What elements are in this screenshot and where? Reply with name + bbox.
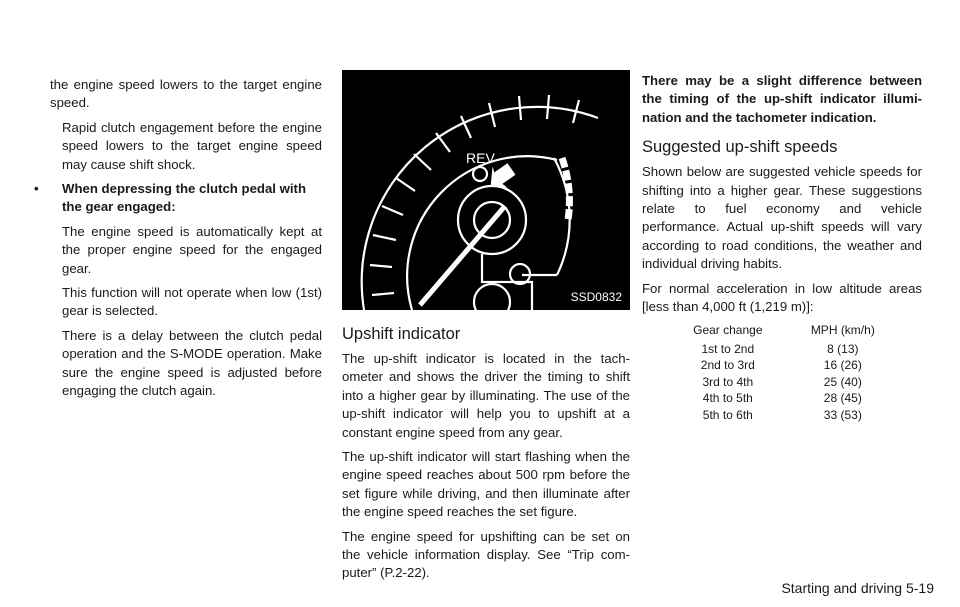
- speed-cell: 25 (40): [823, 374, 862, 389]
- upshift-indicator-lamp: [473, 167, 487, 181]
- table-row: [668, 357, 898, 374]
- table-row: [668, 341, 898, 358]
- paragraph: The engine speed for upshifting can be set on the vehicle information display. See “Trip com-puter” (P.2-22).: [342, 528, 630, 581]
- paragraph: Shown below are suggested vehicle speeds for shifting into a higher gear. These suggestions relate to fuel economy and vehicle performance. Actual up-shift speeds will vary according to road conditions, the weather and individual driving habits.: [642, 164, 922, 272]
- note-bold: There may be a slight difference between the timing of the up-shift indicator illumi-nation and the tachometer indication.: [642, 73, 922, 125]
- paragraph: The engine speed is automatically kept at the proper engine speed for the engaged gear.: [62, 223, 322, 276]
- gear-cell: 4th to 5th: [702, 391, 753, 406]
- table-row: [668, 374, 898, 391]
- figure-caption: SSD0832: [570, 290, 622, 304]
- gauge-outer-arc: [362, 107, 598, 310]
- gear-cell: 5th to 6th: [702, 407, 753, 422]
- gear-cell: 3rd to 4th: [702, 374, 754, 389]
- paragraph: The up-shift indicator is located in the tach-ometer and shows the driver the timing to shift into a higher gear by illuminating. The use of the up-shift indicator will help you to upshift at a constant engine speed from any gear.: [342, 351, 630, 440]
- paragraph: Rapid clutch engagement before the engine speed lowers to the target engine speed may cause shift shock.: [62, 119, 322, 172]
- upshift-speed-table: [668, 322, 898, 423]
- bullet-heading: [34, 180, 322, 217]
- section-heading: Suggested up-shift speeds: [642, 138, 838, 157]
- gear-cell: 1st to 2nd: [701, 341, 755, 356]
- table-header-row: [668, 322, 898, 341]
- page-footer: Starting and driving 5-19: [781, 580, 934, 596]
- speed-cell: 33 (53): [823, 407, 862, 422]
- bullet-heading-text: When depressing the clutch pedal with the gear engaged:: [62, 181, 306, 215]
- gauge-needle: [420, 206, 505, 305]
- paragraph: There is a delay between the clutch pedal operation and the S-MODE operation. Make sure the engine speed is adjusted before engaging the clutch again.: [62, 327, 322, 399]
- column-right: [642, 72, 922, 423]
- gear-cell: 2nd to 3rd: [700, 358, 755, 373]
- paragraph: The up-shift indicator will start flashing when the engine speed reaches about 500 rpm before the set figure while driving, and then illuminate after the engine speed reaches the set figure.: [342, 449, 630, 520]
- column-header-gear: Gear change: [693, 323, 763, 338]
- paragraph: the engine speed lowers to the target engine speed.: [50, 77, 322, 111]
- paragraph: This function will not operate when low (1st) gear is selected.: [62, 285, 322, 319]
- column-header-speed: MPH (km/h): [810, 323, 875, 338]
- section-heading: Upshift indicator: [342, 325, 461, 343]
- speed-cell: 28 (45): [823, 391, 862, 406]
- table-row: [668, 390, 898, 407]
- table-row: [668, 407, 898, 424]
- column-middle: [342, 70, 630, 589]
- tachometer-figure: [342, 70, 630, 310]
- rev-zone-bar: [562, 158, 569, 220]
- speed-cell: 16 (26): [823, 358, 862, 373]
- tachometer-illustration: [342, 70, 630, 310]
- bullet-icon: •: [34, 181, 39, 197]
- speed-cell: 8 (13): [827, 341, 859, 356]
- column-left: [34, 76, 322, 407]
- rev-label: REV: [466, 150, 495, 166]
- paragraph: For normal acceleration in low altitude areas [less than 4,000 ft (1,219 m)]:: [642, 280, 922, 315]
